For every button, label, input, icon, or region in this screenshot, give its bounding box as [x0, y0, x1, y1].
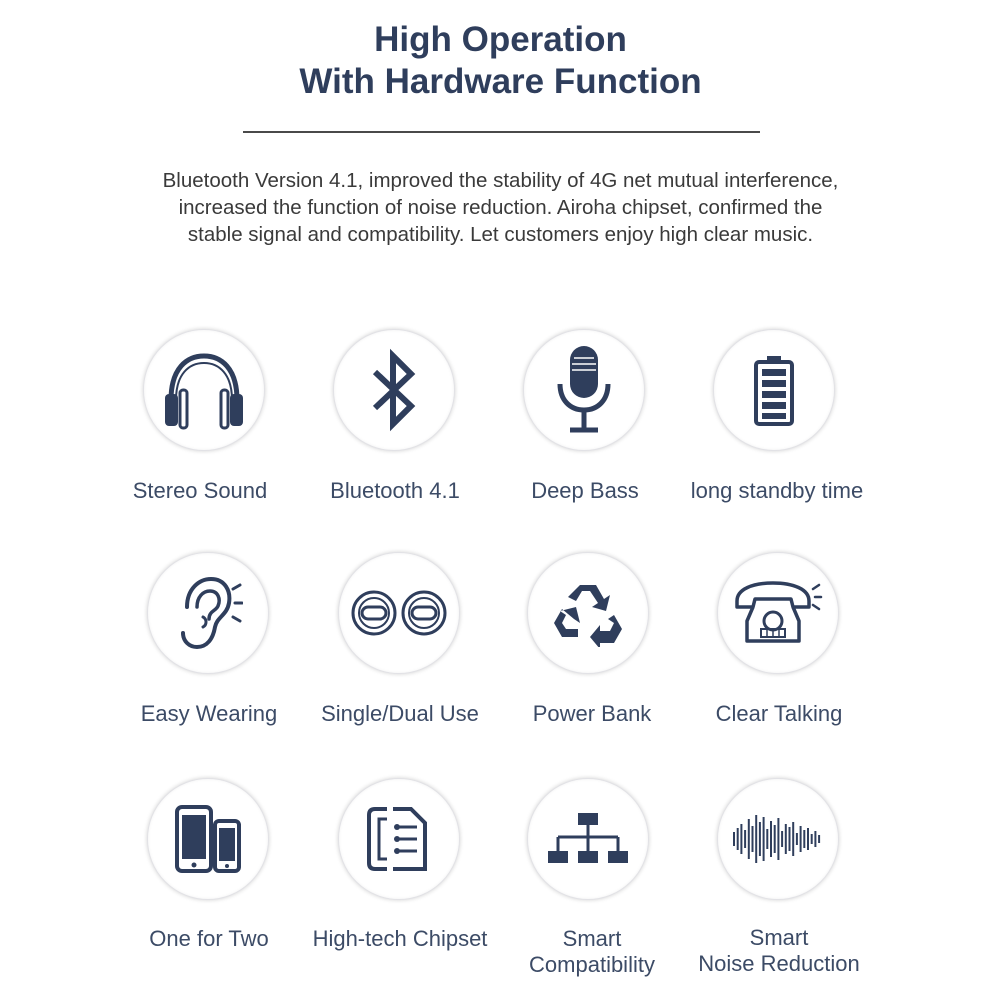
earbuds-icon: [349, 588, 449, 638]
feature-circle-power-bank: [527, 552, 649, 674]
feature-label-compatibility-line-2: Compatibility: [529, 952, 655, 977]
page-title-line-2: With Hardware Function: [299, 62, 702, 101]
feature-circle-noise-reduction: [717, 778, 839, 900]
soundwave-icon: [730, 811, 826, 867]
feature-circle-compatibility: [527, 778, 649, 900]
feature-label-stereo-sound: Stereo Sound: [132, 478, 268, 503]
description-line-1: Bluetooth Version 4.1, improved the stability of 4G net mutual interference,: [162, 169, 839, 192]
feature-label-power-bank: Power Bank: [532, 701, 652, 726]
feature-label-noise-reduction: [659, 925, 899, 977]
feature-label-noise-reduction-line-1: Smart: [749, 925, 809, 950]
title-divider: [243, 131, 760, 133]
feature-circle-chipset: [338, 778, 460, 900]
feature-circle-bluetooth: [333, 329, 455, 451]
feature-circle-standby: [713, 329, 835, 451]
hierarchy-icon: [548, 811, 628, 867]
feature-label-bluetooth: Bluetooth 4.1: [330, 478, 460, 503]
feature-label-clear-talking: Clear Talking: [715, 701, 843, 726]
feature-circle-clear-talking: [717, 552, 839, 674]
page-title-line-1: High Operation: [374, 20, 627, 59]
feature-label-compatibility-line-1: Smart: [562, 926, 622, 951]
bluetooth-icon: [369, 348, 419, 432]
feature-circle-one-for-two: [147, 778, 269, 900]
feature-label-deep-bass: Deep Bass: [531, 478, 639, 503]
feature-circle-stereo-sound: [143, 329, 265, 451]
headphones-icon: [161, 350, 247, 430]
feature-label-noise-reduction-line-2: Noise Reduction: [698, 951, 860, 976]
feature-label-chipset: High-tech Chipset: [312, 926, 488, 951]
feature-circle-deep-bass: [523, 329, 645, 451]
telephone-icon: [733, 581, 823, 645]
phones-icon: [173, 805, 243, 873]
ear-icon: [173, 575, 243, 651]
feature-label-easy-wearing: Easy Wearing: [140, 701, 278, 726]
description-line-2: increased the function of noise reduction. Airoha chipset, confirmed the: [178, 196, 823, 219]
feature-circle-easy-wearing: [147, 552, 269, 674]
chip-icon: [367, 805, 431, 873]
description-line-3: stable signal and compatibility. Let customers enjoy high clear music.: [187, 223, 814, 246]
battery-icon: [752, 354, 796, 426]
feature-label-one-for-two: One for Two: [149, 926, 269, 951]
feature-circle-single-dual: [338, 552, 460, 674]
feature-label-single-dual: Single/Dual Use: [321, 701, 479, 726]
microphone-icon: [554, 344, 614, 436]
feature-label-standby: long standby time: [690, 478, 864, 503]
recycle-icon: [552, 579, 624, 647]
